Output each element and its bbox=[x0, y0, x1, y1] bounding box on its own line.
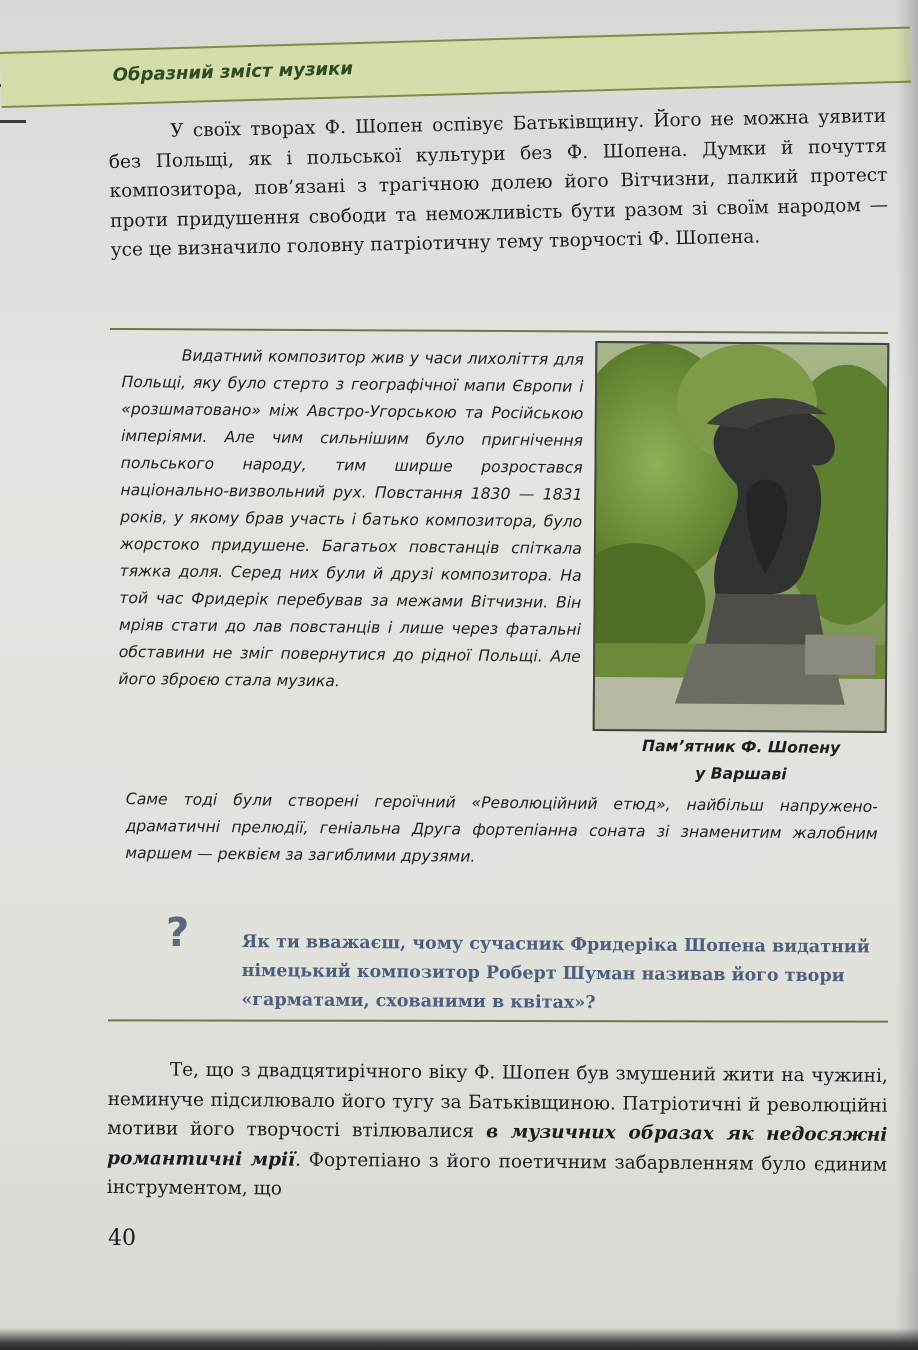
section-header-band bbox=[0, 27, 911, 108]
paragraph-second-start: Те, що з двадцятирічного віку Ф. Шопен був змушений жити на чужині, неминуче підсилювало його тугу за Батьківщиною. Патріотичні й революційні мотиви його творчості втілювалися bbox=[107, 1059, 888, 1143]
page-shadow bbox=[896, 0, 918, 1350]
photo-caption-line1: Пам’ятник Ф. Шопену bbox=[642, 736, 841, 758]
photo-caption bbox=[596, 732, 887, 789]
paragraph-intro bbox=[108, 102, 889, 266]
inset-text-part1: Видатний композитор жив у часи лихоліття для Польщі, яку було стерто з географічної мапи Європи і «розшматовано» між Австро-Угорською та Російською імперіями. Але чим сильнішим було пригнічення польського народу, тим ширше розростався національно-визвольний рух. Повстання 1830 — 1831 років, у якому брав участь і батько композитора, було жорстоко придушене. Багатьох повстанців спіткала тяжка доля. Серед них були й друзі композитора. На той час Фридерік перебував за межами Вітчизни. Він мріяв стати до лав повстанців і лише через фатальні обставини не зміг повернутися до рідної Польщі. Але його зброєю стала музика. bbox=[118, 346, 584, 691]
inset-top-rule bbox=[110, 328, 888, 334]
paragraph-second-emphasis: в музичних образах як недосяжні романтичні мрії bbox=[107, 1121, 888, 1171]
inset-text-block bbox=[118, 342, 584, 698]
page-number: 40 bbox=[108, 1226, 136, 1251]
photo-caption-line2: у Варшаві bbox=[695, 764, 787, 784]
chopin-monument-photo bbox=[593, 341, 890, 733]
paragraph-second bbox=[107, 1055, 888, 1209]
paragraph-second-text bbox=[107, 1055, 888, 1209]
inset-text-continuation bbox=[125, 786, 878, 875]
page-bottom-edge bbox=[0, 1328, 918, 1350]
question-text: Як ти вважаєш, чому сучасник Фридеріка Шопена видатний німецький композитор Роберт Шуман називав його твори «гарматами, схованими в квітах»? bbox=[241, 931, 870, 1014]
paragraph-second-end: . Фортепіано з його поетичним забарвленням було єдиним інструментом, що bbox=[106, 1149, 888, 1200]
question-mark-icon: ? bbox=[166, 910, 190, 956]
section-title: Образний зміст музики bbox=[112, 58, 354, 86]
inset-text-part2: Саме тоді були створені героїчний «Революційний етюд», найбільш напружено-драматичні прелюдії, геніальна Друга фортепіанна соната зі знаменитим жалобним маршем — реквієм за загиблими друзями. bbox=[125, 789, 878, 866]
question-bottom-rule bbox=[108, 1019, 888, 1022]
paragraph-intro-text: У своїх творах Ф. Шопен оспівує Батьківщину. Його не можна уявити без Польщі, як і польської культури без Ф. Шопена. Думки й почуття композитора, пов’язані з трагічною долею його Вітчизни, палкий протест проти придушення свободи та неможливість бути разом зі своїм народом — усе це визначило головну патріотичну тему творчості Ф. Шопена. bbox=[108, 105, 889, 261]
